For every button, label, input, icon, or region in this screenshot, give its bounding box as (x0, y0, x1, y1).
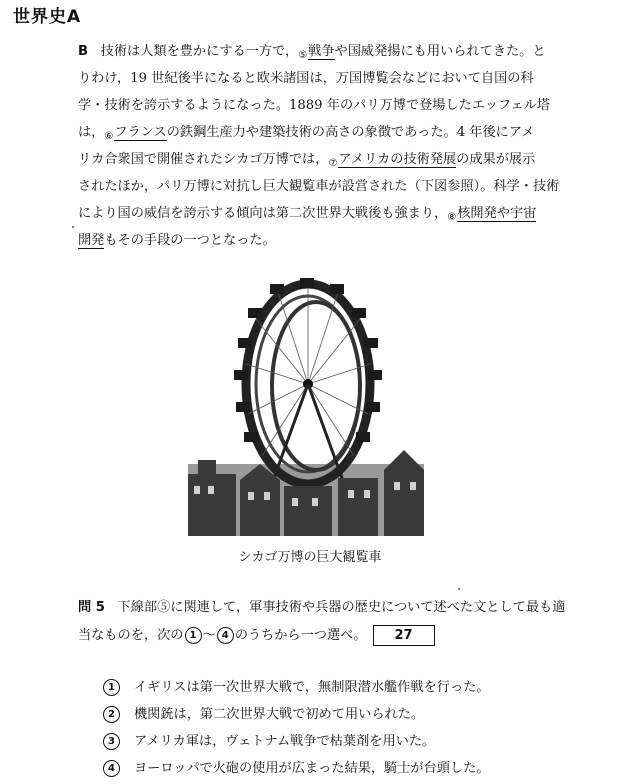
passage-text: や国威発揚にも用いられてきた。と (334, 44, 546, 59)
passage-text: リカ合衆国で開催されたシカゴ万博では， (78, 152, 329, 167)
answer-box[interactable]: 27 (373, 625, 435, 646)
passage-text: の成果が展示 (456, 152, 536, 167)
choice-range-end: 4 (217, 627, 234, 644)
question-text: に関連して，軍事技術や兵器の歴史について述べた文として最も適 (170, 600, 566, 615)
question-ref: ⑤ (157, 600, 171, 615)
question-line-1 (78, 596, 565, 615)
choice-text: 機関銃は，第二次世界大戦で初めて用いられた。 (134, 707, 425, 722)
underline-8: 核開発や宇宙 (457, 206, 537, 221)
passage-line-3: 学・技術を誇示するようになった。1889 年のパリ万博で登場したエッフェル塔 (78, 98, 551, 113)
passage-line-5 (78, 148, 535, 167)
passage-line-8 (78, 229, 276, 248)
passage-line-6: されたほか，パリ万博に対抗し巨大観覧車が設営された（下図参照）。科学・技術 (78, 179, 560, 194)
question-text: 下線部 (117, 600, 158, 615)
scan-speck (72, 226, 74, 228)
underline-marker-8: ⑧ (447, 212, 457, 223)
ferris-wheel-photo (188, 274, 424, 536)
question-text: 〜 (202, 628, 216, 643)
passage-line-7 (78, 202, 536, 221)
underline-5: 戦争 (308, 44, 335, 59)
choice-text: イギリスは第一次世界大戦で，無制限潜水艦作戦を行った。 (134, 680, 490, 695)
passage-text: もその手段の一つとなった。 (104, 233, 276, 248)
underline-marker-5: ⑤ (298, 50, 308, 61)
choice-item[interactable] (102, 730, 435, 750)
choice-number: 3 (103, 733, 120, 750)
underline-7: アメリカの技術発展 (338, 152, 457, 167)
choice-number: 1 (103, 679, 120, 696)
choice-text: アメリカ軍は，ヴェトナム戦争で枯葉剤を用いた。 (134, 734, 436, 749)
choice-number: 4 (103, 760, 120, 777)
passage-line-4 (78, 121, 534, 140)
underline-marker-7: ⑦ (328, 158, 338, 169)
figure-caption: シカゴ万博の巨大観覧車 (238, 550, 382, 565)
choice-number: 2 (103, 706, 120, 723)
passage-text: の鉄鋼生産力や建築技術の高さの象徴であった。4 年後にアメ (166, 125, 535, 140)
subject-title: 世界史A (13, 7, 82, 27)
choice-item[interactable] (102, 676, 490, 696)
passage-text: 技術は人類を豊かにする一方で， (100, 44, 299, 59)
scan-speck (458, 588, 460, 590)
passage-line-1 (78, 40, 546, 59)
choice-item[interactable] (102, 757, 490, 777)
choice-range-start: 1 (185, 627, 202, 644)
question-text: 当なものを，次の (78, 628, 184, 643)
question-line-2 (78, 624, 435, 646)
passage-line-2: りわけ，19 世紀後半になると欧米諸国は，万国博覧会などにおいて自国の科 (78, 71, 534, 86)
choice-item[interactable] (102, 703, 424, 723)
underline-marker-6: ⑥ (104, 131, 114, 142)
underline-8-cont: 開発 (78, 233, 105, 248)
choice-text: ヨーロッパで火砲の使用が広まった結果，騎士が台頭した。 (134, 761, 490, 776)
passage-label: B (78, 44, 89, 59)
passage-text: により国の威信を誇示する傾向は第二次世界大戦後も強まり， (78, 206, 448, 221)
question-number: 問 5 (78, 600, 105, 615)
passage-text: は， (78, 125, 105, 140)
question-text: のうちから一つ選べ。 (234, 628, 367, 643)
underline-6: フランス (114, 125, 167, 140)
